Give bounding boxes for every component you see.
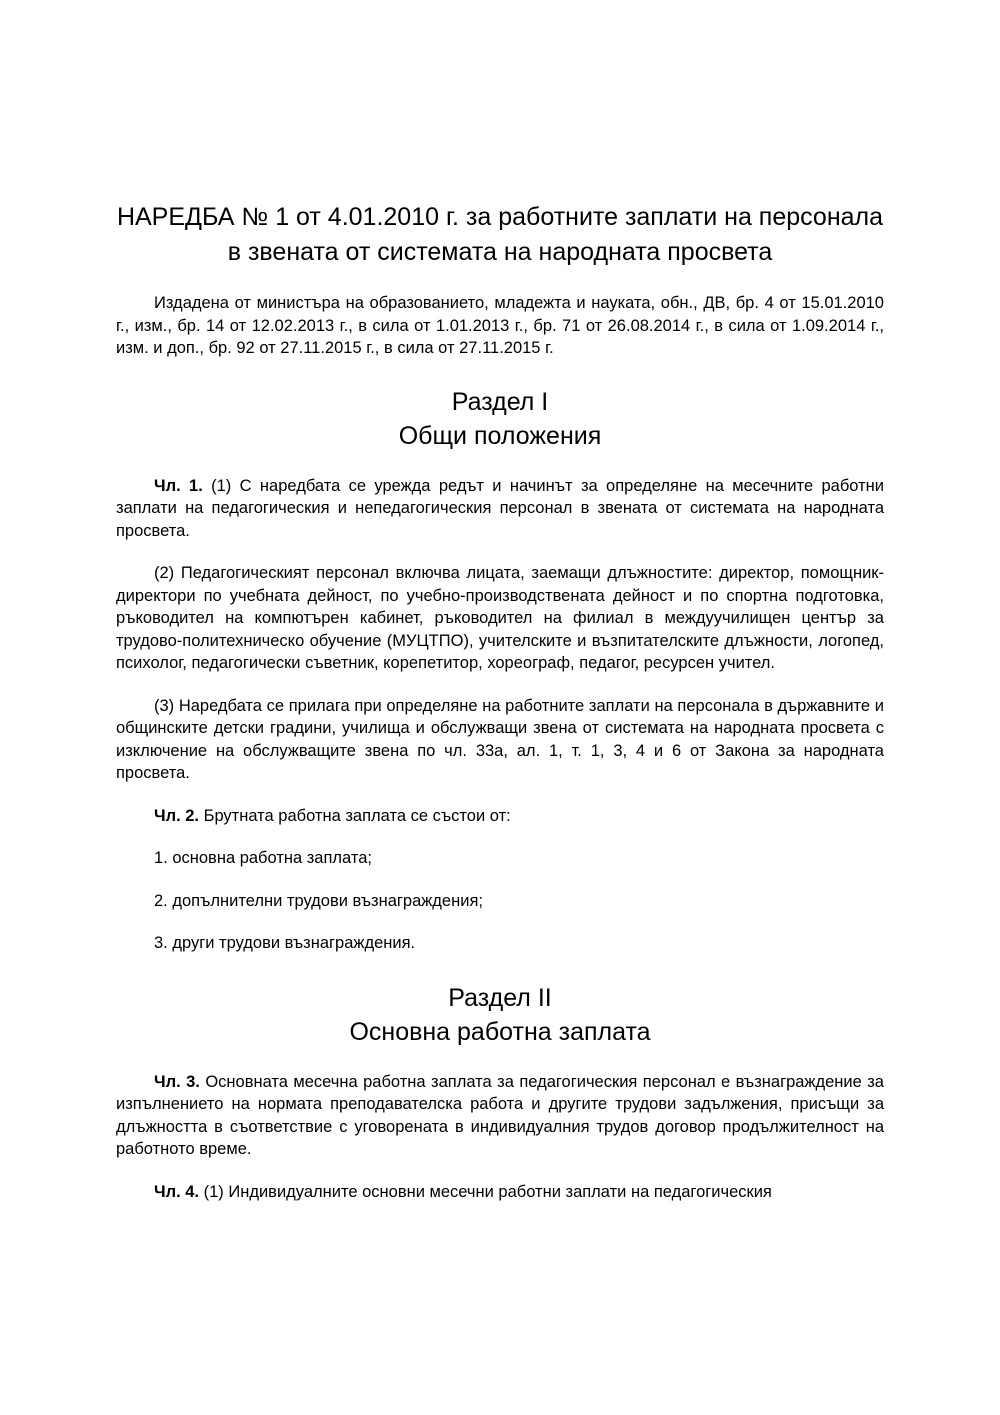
article-1-paragraph-1 [116,475,884,543]
section-1-label: Раздел I [451,387,549,416]
article-3-paragraph [116,1071,884,1161]
article-4-number: Чл. 4. [154,1182,200,1201]
article-2-text: Брутната работна заплата се състои от: [203,806,511,825]
section-2-heading [116,981,884,1049]
section-2-title: Основна работна заплата [349,1017,651,1046]
article-4-paragraph [116,1181,884,1204]
publication-note: Издадена от министъра на образованието, младежта и науката, обн., ДВ, бр. 4 от 15.01.2010 г., изм., бр. 14 от 12.02.2013 г., в сила от 1.01.2013 г., бр. 71 от 26.08.2014 г., в сила от 1.09.2014 г., изм. и доп., бр. 92 от 27.11.2015 г., в сила от 27.11.2015 г. [116,294,884,357]
article-2-item-1: 1. основна работна заплата; [154,849,372,867]
section-1-title: Общи положения [398,421,602,450]
article-1-paragraph-2: (2) Педагогическият персонал включва лицата, заемащи длъжностите: директор, помощник-директори по учебната дейност, по учебно-производствената дейност и по спортна подготовка, ръководител на компютърен кабинет, ръководител на филиал в междуучилищен център за трудово-политехническо обучение (МУЦТПО), учителските и възпитателските длъжности, логопед, психолог, педагогически съветник, корепетитор, хореограф, педагог, ресурсен учител. [116,564,884,672]
document-page [116,200,884,1203]
article-2-paragraph [116,805,884,828]
section-1-heading [116,385,884,453]
article-2-item-2: 2. допълнителни трудови възнаграждения; [154,891,483,910]
article-2-number: Чл. 2. [154,806,200,825]
article-1-text-1: (1) С наредбата се урежда редът и начинът за определяне на месечните работни заплати на педагогическия и непедагогическия персонал в звената от системата на народната просвета. [116,476,884,540]
section-2-label: Раздел II [448,983,552,1012]
article-3-text: Основната месечна работна заплата за педагогическия персонал е възнаграждение за изпълнението на нормата преподавателска работа и другите трудови задължения, присъщи за длъжността в съответствие с уговорената в индивидуалния трудов договор продължителност на работното време. [116,1072,884,1158]
article-4-text: (1) Индивидуалните основни месечни работни заплати на педагогическия [203,1182,772,1201]
article-3-number: Чл. 3. [154,1072,200,1091]
document-title: НАРЕДБА № 1 от 4.01.2010 г. за работните заплати на персонала в звената от системата на народната просвета [116,203,884,266]
article-2-item-3: 3. други трудови възнаграждения. [154,934,416,952]
article-1-paragraph-3: (3) Наредбата се прилага при определяне на работните заплати на персонала в държавните и общинските детски градини, училища и обслужващи звена от системата на народната просвета с изключение на обслужващите звена по чл. 33а, ал. 1, т. 1, 3, 4 и 6 от Закона за народната просвета. [116,696,884,782]
article-1-number: Чл. 1. [154,476,203,495]
